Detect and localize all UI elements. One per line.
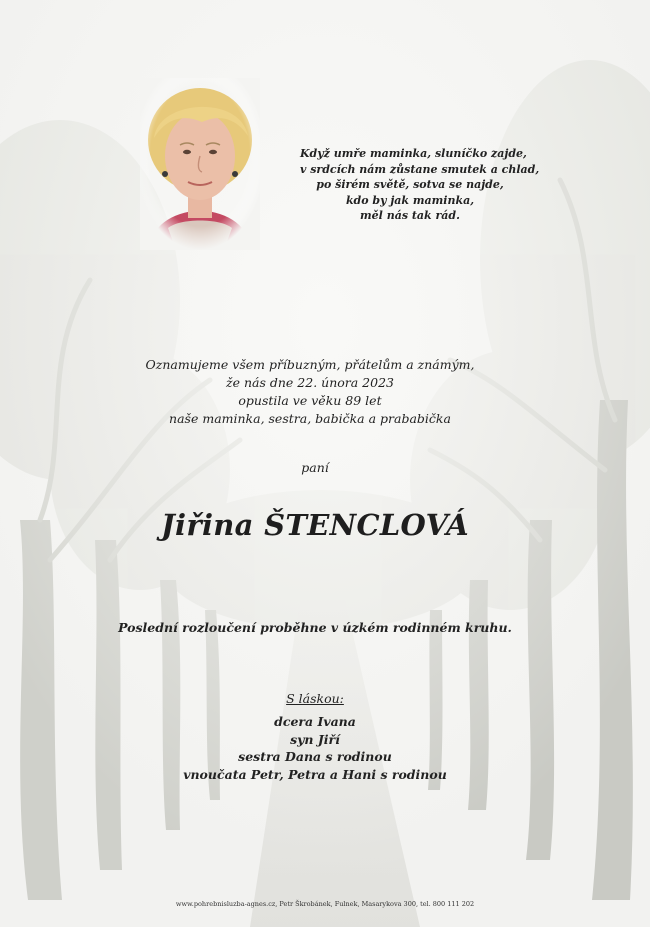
mourner-item: dcera Ivana: [274, 714, 356, 729]
deceased-portrait: [140, 78, 260, 250]
announcement-line: Oznamujeme všem příbuzným, přátelům a známým,: [145, 357, 475, 372]
poem-line: kdo by jak maminka,: [345, 193, 475, 207]
salutation: paní: [301, 460, 329, 475]
mourner-item: syn Jiří: [290, 731, 340, 747]
with-love-label: S láskou:: [286, 691, 344, 706]
announcement-line: naše maminka, sestra, babička a prababička: [169, 411, 451, 426]
poem-line: v srdcích nám zůstane smutek a chlad,: [300, 162, 540, 176]
deceased-name: Jiřina ŠTENCLOVÁ: [161, 508, 469, 542]
mourner-item: sestra Dana s rodinou: [238, 749, 392, 764]
announcement-line: opustila ve věku 89 let: [238, 393, 382, 408]
funeral-service-footer: www.pohrebnisluzba-agnes.cz, Petr Škrobánek, Fulnek, Masarykova 300, tel. 800 111 202: [175, 900, 475, 908]
death-announcement: [100, 356, 520, 428]
poem-line: měl nás tak rád.: [360, 209, 460, 222]
mourner-item: vnoučata Petr, Petra a Hani s rodinou: [183, 766, 447, 782]
poem-line: po širém světě, sotva se najde,: [316, 178, 504, 191]
poem-line: Když umře maminka, sluníčko zajde,: [300, 147, 527, 160]
memorial-poem: [300, 146, 540, 224]
announcement-line: že nás dne 22. února 2023: [226, 375, 394, 390]
mourners-list: [130, 713, 500, 783]
farewell-note: Poslední rozloučení proběhne v úzkém rodinném kruhu.: [118, 620, 512, 635]
